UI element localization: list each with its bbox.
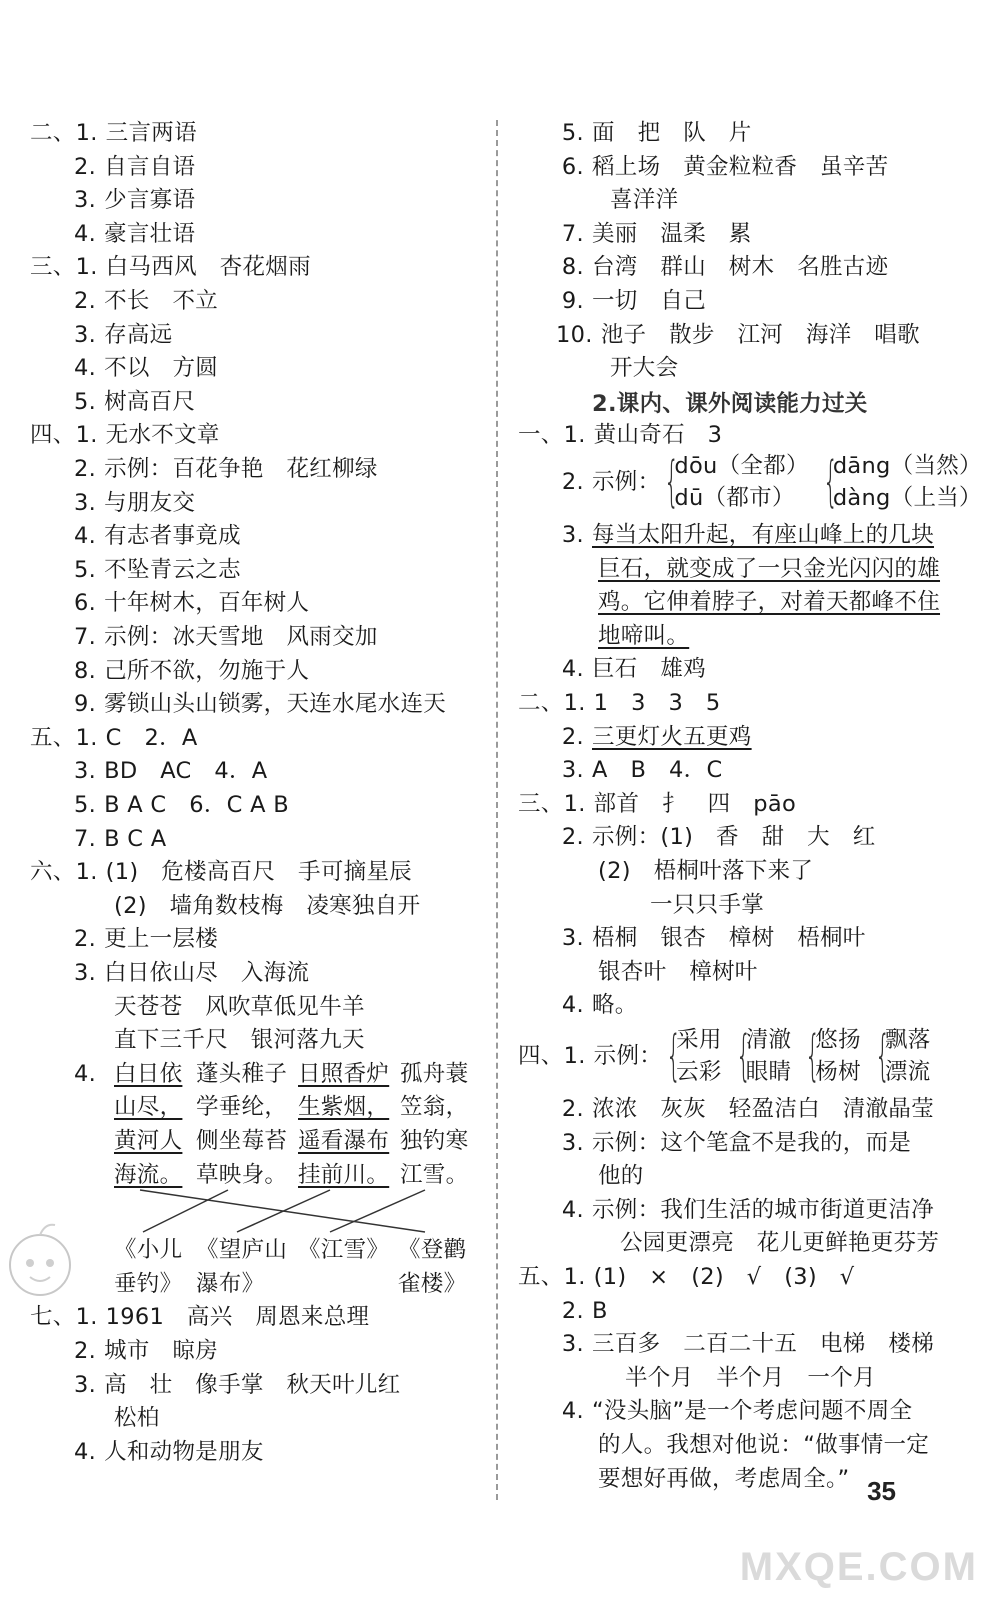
item-number: 6. bbox=[74, 590, 97, 617]
answer-text: C 2．A bbox=[105, 724, 198, 751]
pinyin-item: dāng（当然） bbox=[832, 453, 982, 479]
item-number: 2. bbox=[561, 468, 584, 495]
brace-icon: { bbox=[664, 450, 680, 513]
answer-text: (1) 危楼高百尺 手可摘星辰 bbox=[105, 859, 413, 886]
brace-icon: { bbox=[874, 1024, 891, 1087]
item-number: 一、1. bbox=[518, 422, 586, 449]
answer-line bbox=[556, 820, 876, 854]
poem-line: 蓬头稚子 bbox=[196, 1060, 288, 1087]
answer-line bbox=[556, 150, 888, 184]
item-number: 2. bbox=[74, 926, 97, 953]
answer-line bbox=[74, 385, 195, 419]
answer-line bbox=[518, 686, 721, 720]
answer-text: 银杏叶 樟树叶 bbox=[598, 958, 758, 985]
item-number: 3. bbox=[74, 321, 97, 348]
answer-text: B bbox=[592, 1297, 608, 1324]
poem-title: 《望庐山 bbox=[196, 1237, 288, 1264]
item-number: 3. bbox=[74, 489, 97, 516]
word-item: 采用 bbox=[676, 1027, 722, 1053]
item-number: 四、1. bbox=[30, 422, 98, 449]
answer-line bbox=[556, 250, 888, 284]
answer-text: 半个月 半个月 一个月 bbox=[625, 1364, 876, 1391]
poem-line: 江雪。 bbox=[400, 1161, 469, 1188]
answer-text: 示例： bbox=[592, 469, 661, 495]
answer-line bbox=[74, 519, 241, 553]
item-number: 5. bbox=[74, 792, 97, 818]
word-item: 清澈 bbox=[745, 1027, 792, 1053]
poem-title: 雀楼》 bbox=[398, 1270, 467, 1297]
item-number: 2. bbox=[561, 1297, 584, 1324]
item-number: 3. bbox=[74, 758, 97, 785]
answer-line bbox=[556, 753, 722, 787]
item-number: 7. bbox=[74, 825, 97, 852]
item-number: 二、1. bbox=[30, 120, 98, 146]
pinyin-item: dōu（全都） bbox=[674, 453, 809, 479]
poem-title: 《江雪》 bbox=[298, 1237, 390, 1264]
item-number: 7. bbox=[561, 220, 584, 247]
match-line-4 bbox=[330, 1190, 425, 1232]
word-item: 悠扬 bbox=[815, 1027, 861, 1053]
poem-title: 瀑布》 bbox=[196, 1270, 265, 1297]
item-number: 4. bbox=[561, 992, 584, 1019]
answer-line bbox=[556, 1327, 934, 1361]
match-line-3 bbox=[237, 1190, 330, 1232]
answer-text: (2) 梧桐叶落下来了 bbox=[598, 858, 814, 884]
answer-text: 的人。我想对他说：“做事情一定 bbox=[598, 1432, 930, 1458]
item-number: 4. bbox=[74, 1060, 97, 1087]
answer-line bbox=[598, 1462, 850, 1496]
word-stack bbox=[885, 1024, 931, 1088]
answer-text: 直下三千尺 银河落九天 bbox=[114, 1027, 365, 1054]
poem-title: 《小儿 bbox=[114, 1237, 183, 1264]
poem-line: 日照香炉 bbox=[298, 1060, 390, 1087]
answer-text: 巨石 雄鸡 bbox=[592, 656, 707, 683]
answer-line bbox=[114, 889, 420, 923]
answer-text: B C A bbox=[104, 825, 167, 852]
answer-line bbox=[598, 552, 940, 586]
item-number: 3. bbox=[74, 960, 97, 986]
answer-text: 开大会 bbox=[610, 355, 679, 382]
answer-line bbox=[518, 787, 796, 821]
item-number: 9. bbox=[561, 288, 584, 314]
word-item: 云彩 bbox=[676, 1059, 722, 1085]
answer-line bbox=[610, 351, 678, 385]
brace-icon: { bbox=[735, 1024, 752, 1087]
answer-line bbox=[598, 585, 940, 619]
section-heading: 2.课内、课外阅读能力过关 bbox=[592, 390, 868, 417]
item-number: 三、1. bbox=[518, 790, 586, 817]
answer-text: 美丽 温柔 累 bbox=[592, 220, 752, 247]
answer-line bbox=[598, 1159, 644, 1193]
answer-line bbox=[556, 318, 920, 352]
answer-line bbox=[74, 956, 309, 990]
poem-line: 侧坐莓苔 bbox=[196, 1128, 288, 1154]
answer-line bbox=[30, 855, 412, 889]
item-number: 4. bbox=[74, 523, 97, 550]
answer-line bbox=[30, 418, 220, 452]
answer-text: 与朋友交 bbox=[104, 489, 196, 516]
item-number: 4. bbox=[561, 656, 584, 683]
poem-line: 生紫烟， bbox=[298, 1094, 390, 1121]
answer-line bbox=[556, 217, 752, 251]
item-number: 2. bbox=[561, 824, 584, 851]
answer-line bbox=[74, 922, 218, 956]
answer-line bbox=[114, 990, 365, 1024]
answer-text: 自言自语 bbox=[104, 153, 196, 180]
answer-text: 雾锁山头山锁雾，天连水尾水连天 bbox=[104, 691, 447, 718]
answer-text: 城市 晾房 bbox=[104, 1338, 219, 1364]
answer-text: 黄山奇石 3 bbox=[593, 422, 723, 449]
answer-text: 树高百尺 bbox=[104, 388, 196, 415]
item-number: 4. bbox=[74, 1438, 97, 1465]
item-number: 三、1. bbox=[30, 254, 98, 281]
brace-group bbox=[594, 1024, 941, 1088]
item-number: 10. bbox=[556, 321, 593, 348]
item-number: 3. bbox=[561, 1331, 584, 1358]
answer-line bbox=[598, 619, 689, 653]
poem-title: 垂钓》 bbox=[114, 1270, 183, 1297]
answer-text: 存高远 bbox=[104, 321, 173, 348]
answer-line bbox=[74, 1368, 400, 1402]
answer-line bbox=[74, 284, 218, 318]
answer-text: 要想好再做，考虑周全。” bbox=[598, 1465, 850, 1492]
answer-line bbox=[650, 888, 764, 922]
answer-text: 面 把 队 片 bbox=[592, 120, 752, 146]
item-number: 7. bbox=[74, 624, 97, 650]
answer-line bbox=[556, 1394, 912, 1428]
item-number: 六、1. bbox=[30, 859, 98, 886]
answer-line bbox=[556, 1294, 608, 1328]
answer-line bbox=[625, 1361, 876, 1395]
answer-line bbox=[620, 1226, 939, 1260]
poem-line: 白日依 bbox=[114, 1060, 183, 1087]
word-item: 杨树 bbox=[815, 1059, 861, 1085]
answer-line bbox=[74, 687, 446, 721]
answer-text: 一切 自己 bbox=[592, 288, 707, 314]
watermark-text: MXQE.COM bbox=[739, 1545, 978, 1589]
item-number: 5. bbox=[561, 120, 584, 146]
match-line-1 bbox=[140, 1190, 425, 1232]
answer-line bbox=[74, 654, 309, 688]
answer-line bbox=[556, 720, 752, 754]
poem-line: 海流。 bbox=[114, 1161, 183, 1188]
answer-line bbox=[74, 318, 172, 352]
poem-line: 独钓寒 bbox=[400, 1128, 469, 1154]
answer-line bbox=[74, 822, 166, 856]
answer-text: 梧桐 银杏 樟树 梧桐叶 bbox=[592, 925, 866, 952]
answer-text: “没头脑”是一个考虑问题不周全 bbox=[592, 1398, 913, 1425]
answer-text: 一只只手掌 bbox=[650, 891, 765, 918]
pinyin-item: dàng（上当） bbox=[832, 485, 982, 511]
answer-text: 少言寡语 bbox=[104, 187, 196, 214]
answer-text: 巨石，就变成了一只金光闪闪的雄 bbox=[598, 555, 941, 582]
poem-line: 挂前川。 bbox=[298, 1161, 390, 1188]
answer-text: 喜洋洋 bbox=[610, 187, 679, 214]
answer-line bbox=[74, 486, 195, 520]
answer-text: 地啼叫。 bbox=[598, 622, 690, 649]
answer-line bbox=[74, 553, 241, 587]
word-item: 眼睛 bbox=[745, 1059, 792, 1085]
answer-text: 示例： bbox=[593, 1043, 663, 1069]
answer-text: 无水不文章 bbox=[105, 422, 220, 449]
answer-text: 不长 不立 bbox=[104, 288, 219, 314]
answer-line bbox=[74, 754, 267, 788]
item-number: 6. bbox=[561, 153, 584, 180]
word-stack bbox=[815, 1024, 861, 1088]
answer-line bbox=[556, 450, 992, 514]
answer-text: 示例：(1) 香 甜 大 红 bbox=[592, 824, 876, 851]
answer-line bbox=[74, 351, 218, 385]
answer-line bbox=[114, 1023, 365, 1057]
answer-text: 1 3 3 5 bbox=[593, 690, 721, 716]
answer-text: 部首 扌 四 pāo bbox=[593, 790, 797, 817]
answer-line bbox=[518, 1260, 854, 1294]
answer-text: 鸡。它伸着脖子，对着天都峰不住 bbox=[598, 589, 941, 616]
answer-text: 高 壮 像手掌 秋天叶儿红 bbox=[104, 1371, 401, 1398]
answer-line bbox=[518, 418, 722, 452]
answer-line bbox=[598, 955, 758, 989]
poem-line: 笠翁， bbox=[400, 1094, 469, 1121]
answer-text: 三言两语 bbox=[105, 120, 197, 146]
answer-line bbox=[74, 452, 378, 486]
answer-line bbox=[74, 1435, 264, 1469]
answer-line bbox=[74, 620, 378, 654]
answer-text: 每当太阳升起，有座山峰上的几块 bbox=[592, 522, 935, 548]
poem-line: 黄河人 bbox=[114, 1128, 183, 1154]
answer-text: 池子 散步 江河 海洋 唱歌 bbox=[600, 321, 920, 348]
item-number: 5. bbox=[74, 556, 97, 583]
item-number: 四、1. bbox=[518, 1042, 586, 1069]
page-number: 35 bbox=[867, 1476, 896, 1506]
answer-line bbox=[556, 116, 752, 150]
item-number: 2. bbox=[74, 288, 97, 314]
answer-text: 示例：我们生活的城市街道更洁净 bbox=[592, 1196, 935, 1223]
poem-line: 学垂纶， bbox=[196, 1094, 288, 1121]
answer-text: 天苍苍 风吹草低见牛羊 bbox=[114, 993, 365, 1020]
item-number: 8. bbox=[74, 657, 97, 684]
answer-text: 不坠青云之志 bbox=[104, 556, 241, 583]
answer-text: 他的 bbox=[598, 1163, 644, 1190]
answer-line bbox=[556, 1126, 911, 1160]
answer-text: 略。 bbox=[592, 992, 638, 1019]
item-number: 3. bbox=[561, 757, 584, 784]
item-number: 9. bbox=[74, 691, 97, 718]
answer-line bbox=[598, 854, 813, 888]
answer-line bbox=[556, 652, 706, 686]
item-number: 3. bbox=[74, 187, 97, 214]
answer-line bbox=[114, 1401, 160, 1435]
answer-text: 1961 高兴 周恩来总理 bbox=[105, 1304, 370, 1331]
answer-text: 稻上场 黄金粒粒香 虽辛苦 bbox=[592, 153, 889, 180]
item-number: 4. bbox=[561, 1196, 584, 1223]
answer-text: 白日依山尽 入海流 bbox=[104, 960, 310, 986]
pinyin-item: dū（都市） bbox=[674, 485, 795, 511]
answer-line bbox=[598, 1428, 929, 1462]
item-number: 2. bbox=[74, 1338, 97, 1364]
poem-line: 山尽， bbox=[114, 1094, 183, 1121]
word-stack bbox=[746, 1024, 792, 1088]
answer-text: 示例：冰天雪地 风雨交加 bbox=[104, 624, 378, 650]
item-number: 3. bbox=[561, 925, 584, 952]
answer-text: A B 4．C bbox=[592, 757, 723, 784]
poem-title: 《登鹳 bbox=[398, 1237, 467, 1264]
item-number: 七、1. bbox=[30, 1304, 98, 1331]
answer-line bbox=[556, 1193, 934, 1227]
item-number: 2. bbox=[74, 153, 97, 180]
item-number: 5. bbox=[74, 388, 97, 415]
answer-line bbox=[74, 788, 289, 822]
answer-line bbox=[74, 586, 309, 620]
poem-line: 草映身。 bbox=[196, 1161, 288, 1188]
brace-icon: { bbox=[665, 1024, 682, 1087]
answer-line bbox=[556, 1092, 934, 1126]
brace-icon: { bbox=[805, 1024, 821, 1087]
answer-text: 台湾 群山 树木 名胜古迹 bbox=[592, 254, 889, 281]
answer-text: 示例：这个笔盒不是我的，而是 bbox=[592, 1129, 912, 1156]
answer-text: 三更灯火五更鸡 bbox=[592, 723, 752, 750]
answer-text: (1) × (2) √ (3) √ bbox=[593, 1264, 855, 1290]
answer-text: BD AC 4．A bbox=[104, 758, 268, 785]
answer-text: 公园更漂亮 花儿更鲜艳更芬芳 bbox=[620, 1230, 940, 1257]
item-number: 3. bbox=[561, 1129, 584, 1156]
brace-icon: { bbox=[822, 450, 839, 513]
item-number: 2. bbox=[561, 1096, 584, 1122]
item-number: 五、1. bbox=[518, 1264, 586, 1290]
pinyin-stack bbox=[674, 450, 808, 514]
item-number: 3. bbox=[561, 522, 584, 548]
answer-text: 更上一层楼 bbox=[104, 926, 219, 953]
answer-text: 十年树木，百年树人 bbox=[104, 590, 310, 617]
answer-line bbox=[30, 250, 311, 284]
answer-line bbox=[556, 921, 866, 955]
answer-line bbox=[556, 284, 706, 318]
answer-text: 三百多 二百二十五 电梯 楼梯 bbox=[592, 1331, 935, 1358]
item-number: 4. bbox=[561, 1398, 584, 1425]
answer-text: (2) 墙角数枝梅 凌寒独自开 bbox=[114, 892, 421, 919]
answer-text: 浓浓 灰灰 轻盈洁白 清澈晶莹 bbox=[592, 1096, 935, 1122]
item-number: 二、1. bbox=[518, 690, 586, 716]
word-item: 漂流 bbox=[884, 1059, 931, 1085]
answer-text: 豪言壮语 bbox=[104, 220, 196, 247]
word-item: 飘落 bbox=[884, 1027, 931, 1053]
item-number: 4. bbox=[74, 355, 97, 382]
answer-line bbox=[74, 217, 195, 251]
answer-line bbox=[74, 183, 195, 217]
answer-line bbox=[74, 1334, 218, 1368]
item-number: 4. bbox=[74, 220, 97, 247]
answer-line bbox=[30, 721, 198, 755]
answer-text: 有志者事竟成 bbox=[104, 523, 241, 550]
word-stack bbox=[676, 1024, 722, 1088]
answer-text: 不以 方圆 bbox=[104, 355, 219, 382]
answer-text: 己所不欲，勿施于人 bbox=[104, 657, 310, 684]
mascot-illustration bbox=[0, 1215, 78, 1305]
answer-text: 示例：百花争艳 花红柳绿 bbox=[104, 456, 378, 482]
answer-text: 白马西风 杏花烟雨 bbox=[105, 254, 311, 281]
answer-text: 人和动物是朋友 bbox=[104, 1438, 264, 1465]
answer-line bbox=[30, 1300, 369, 1334]
answer-line bbox=[30, 116, 197, 150]
poem-line: 遥看瀑布 bbox=[298, 1128, 390, 1154]
item-number: 五、1. bbox=[30, 724, 98, 751]
answer-line bbox=[74, 150, 195, 184]
answer-text: 松柏 bbox=[114, 1405, 160, 1432]
poem-line: 孤舟蓑 bbox=[400, 1060, 469, 1087]
item-number: 3. bbox=[74, 1371, 97, 1398]
item-number: 8. bbox=[561, 254, 584, 281]
pinyin-stack bbox=[833, 450, 982, 514]
answer-line bbox=[610, 183, 678, 217]
column-divider bbox=[496, 120, 498, 1500]
item-number: 2. bbox=[561, 723, 584, 750]
match-line-2 bbox=[143, 1190, 228, 1232]
item-number: 2. bbox=[74, 456, 97, 482]
answer-text: B A C 6．C A B bbox=[104, 792, 289, 818]
answer-line bbox=[556, 988, 638, 1022]
brace-group bbox=[592, 450, 992, 514]
answer-line bbox=[518, 1024, 941, 1088]
answer-line bbox=[556, 518, 934, 552]
